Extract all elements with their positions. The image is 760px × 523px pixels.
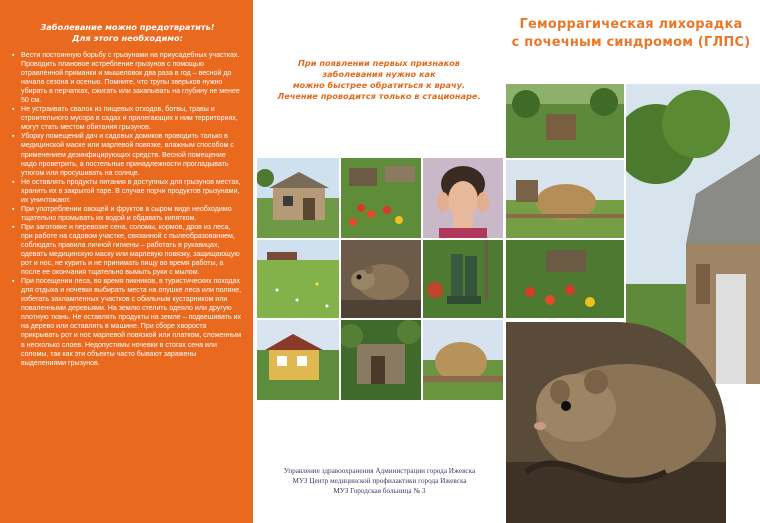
- prevention-item: ▪ При употреблении овощей и фруктов в сыром виде необходимо тщательно промывать их водой и обдавать кипятком.: [12, 205, 243, 223]
- doctor-notice: [263, 58, 495, 102]
- footer-line: Управление здравоохранения Администрации города Ижевска: [283, 467, 476, 475]
- prevention-list: [12, 51, 243, 368]
- house-photo: [257, 158, 339, 238]
- notice-line: При появлении первых признаков: [298, 58, 460, 68]
- prevention-heading: [12, 22, 243, 43]
- village-hay-photo: [506, 160, 624, 238]
- headache-woman-photo: [423, 158, 503, 238]
- prevention-heading-line1: Заболевание можно предотвратить!: [40, 22, 215, 32]
- notice-line: можно быстрее обратиться к врачу.: [292, 80, 466, 90]
- footer-line: МУЗ Городская больница № 3: [333, 487, 426, 495]
- organizations-footer: [253, 466, 506, 496]
- garden-work-photo: [506, 84, 624, 158]
- prevention-item: ▪ Уборку помещений дач и садовых домиков проводить только в медицинской маске или марлевой повязке, влажным способом с применением дезинфицирующих средств. Весной помещение надо проветрить, а постельные принадлежности прогладывать утюгом или просушивать на солнце.: [12, 132, 243, 177]
- meadow-photo: [257, 240, 339, 318]
- title-line: Геморрагическая лихорадка: [519, 17, 743, 32]
- notice-line: Лечение проводится только в стационаре.: [277, 91, 481, 101]
- prevention-item: ▪ При заготовке и перевозке сена, соломы, кормов, дров из леса, при работе на садовом участке, связанной с пылеобразованием, соблюдать правила личной гигиены – работать в рукавицах, одевать медицинскую маску или марлевую повязку, защищающую рот и нос, не курить и не принимать пищу во время работы, а после ее окончания тщательно вымыть руки с мылом.: [12, 223, 243, 277]
- leaflet-title: [506, 16, 756, 52]
- garden-photo: [341, 158, 421, 238]
- shed-photo: [341, 320, 421, 400]
- flower-garden-photo: [506, 240, 624, 318]
- title-line: с почечным синдромом (ГЛПС): [511, 35, 751, 50]
- vole-small-photo: [341, 240, 421, 318]
- title-panel: [506, 0, 760, 523]
- prevention-item: ▪ При посещении леса, во время пикников, в туристических походах для отдыха и ночевки выбирать места на опушке леса или поляне, избегать захламленных участков с обильным кустарником или поваленными деревьями. На землю стелить одеяло или другую плотную ткань. Не оставлять продукты на земле – подвешивать их на дерево или оставлять в машине. При сборе хвороста прикрывать рот и нос марлевой повязкой или платком, сложенным в несколько слоев. Недопустимы ночевки в стогах сена или соломы, так как эти объекты часто бывают заражены выделениями грызунов.: [12, 277, 243, 367]
- notice-line: заболевания нужно как: [322, 69, 436, 79]
- middle-panel: [253, 0, 506, 523]
- prevention-heading-line2: Для этого необходимо:: [72, 32, 183, 43]
- prevention-item: ▪ Не устраивать свалок из пищевых отходов, ботвы, травы и строительного мусора в садах и прилегающих к ним территориях, могут стать местом обитания грызунов.: [12, 105, 243, 132]
- footer-line: МУЗ Центр медицинской профилактики города Ижевска: [292, 477, 467, 485]
- prevention-item: ▪ Вести постоянную борьбу с грызунами на приусадебных участках. Проводить плановое истребление грызунов с помощью отравленной приманки и мышеловок два раза в год – весной до начала сезона и осенью. Помните, что трупы зверьков нужно убирать в перчатках, сжигать или закапывать на глубину не менее 50 см.: [12, 51, 243, 105]
- yellow-house-photo: [257, 320, 339, 400]
- prevention-panel: [0, 0, 253, 523]
- boots-photo: [423, 240, 503, 318]
- prevention-item: ▪ Не оставлять продукты питания в доступных для грызунов местах, хранить их в закрытой таре. В случае порчи продуктов грызунами, их уничтожают.: [12, 178, 243, 205]
- haystack-photo: [423, 320, 503, 400]
